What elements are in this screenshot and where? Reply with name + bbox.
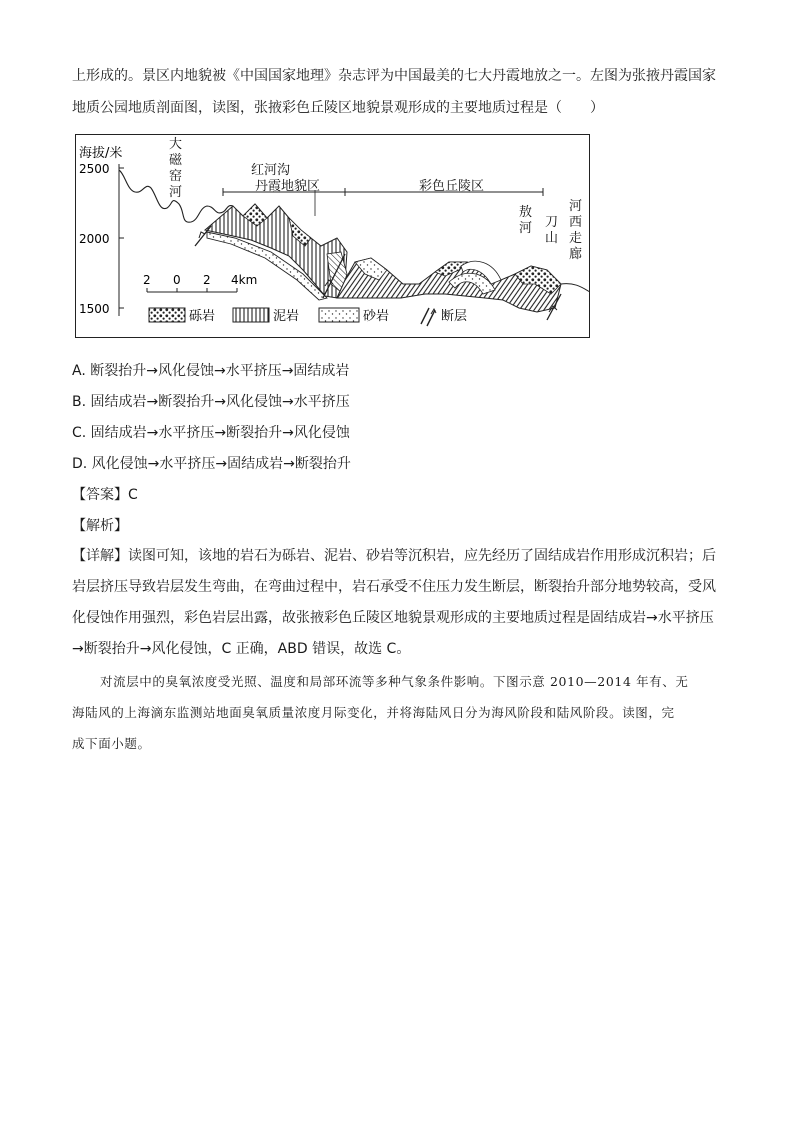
legend-label-gravel: 砾岩 bbox=[189, 309, 216, 324]
legend-label-fault: 断层 bbox=[441, 309, 468, 324]
svg-text:窑: 窑 bbox=[169, 169, 183, 184]
analysis-label: 【解析】 bbox=[72, 518, 128, 534]
place-label-aohe: 敖 bbox=[519, 205, 533, 220]
geological-cross-section-figure bbox=[75, 134, 590, 338]
detail-line-1: 【详解】读图可知，该地的岩石为砾岩、泥岩、砂岩等沉积岩，应先经历了固结成岩作用形成沉积岩；后 bbox=[72, 548, 716, 564]
answer-line bbox=[72, 484, 138, 504]
option-a[interactable]: A. 断裂抬升→风化侵蚀→水平挤压→固结成岩 bbox=[72, 363, 350, 379]
question-stem-line-2: 地质公园地质剖面图，读图，张掖彩色丘陵区地貌景观形成的主要地质过程是（ ） bbox=[72, 100, 604, 116]
y-axis-label: 海拔/米 bbox=[79, 146, 123, 161]
scale-label: 0 bbox=[173, 273, 181, 287]
legend-swatch-sandstone bbox=[319, 308, 359, 322]
svg-text:磁: 磁 bbox=[169, 153, 183, 168]
detail-line-4: →断裂抬升→风化侵蚀，C 正确，ABD 错误，故选 C。 bbox=[72, 641, 411, 657]
place-label-honghegou: 红河沟 bbox=[251, 163, 291, 178]
scale-label: 4km bbox=[231, 273, 258, 287]
legend-swatch-gravel bbox=[149, 308, 185, 322]
answer-value: C bbox=[128, 487, 138, 503]
svg-text:河: 河 bbox=[519, 221, 533, 236]
area-label-caise: 彩色丘陵区 bbox=[419, 179, 485, 194]
svg-text:西: 西 bbox=[569, 215, 583, 230]
option-d[interactable]: D. 风化侵蚀→水平挤压→固结成岩→断裂抬升 bbox=[72, 456, 351, 472]
detail-line-2: 岩层挤压导致岩层发生弯曲，在弯曲过程中，岩石承受不住压力发生断层，断裂抬升部分地势较高，受风 bbox=[72, 579, 716, 595]
area-label-danxia: 丹霞地貌区 bbox=[255, 179, 321, 194]
figure-frame bbox=[76, 135, 590, 338]
next-question-line-1: 对流层中的臭氧浓度受光照、温度和局部环流等多种气象条件影响。下图示意 2010—2014 年有、无 bbox=[100, 674, 689, 689]
legend-swatch-mudstone bbox=[233, 308, 269, 322]
y-tick-label: 1500 bbox=[79, 302, 110, 316]
place-label-daoshan: 刀 bbox=[545, 215, 559, 230]
option-c[interactable]: C. 固结成岩→水平挤压→断裂抬升→风化侵蚀 bbox=[72, 425, 350, 441]
y-tick-label: 2000 bbox=[79, 232, 110, 246]
option-b[interactable]: B. 固结成岩→断裂抬升→风化侵蚀→水平挤压 bbox=[72, 394, 350, 410]
question-stem-line-1: 上形成的。景区内地貌被《中国国家地理》杂志评为中国最美的七大丹霞地放之一。左图为张掖丹霞国家 bbox=[72, 68, 716, 84]
place-label-dacihe: 大 bbox=[169, 137, 183, 152]
scale-label: 2 bbox=[203, 273, 211, 287]
place-label-hexi: 河 bbox=[569, 199, 583, 214]
y-tick-label: 2500 bbox=[79, 162, 110, 176]
legend-label-sandstone: 砂岩 bbox=[363, 309, 390, 324]
svg-text:山: 山 bbox=[545, 231, 559, 246]
next-question-line-3: 成下面小题。 bbox=[72, 736, 151, 751]
svg-text:廊: 廊 bbox=[569, 247, 583, 262]
legend-label-mudstone: 泥岩 bbox=[273, 309, 300, 324]
svg-text:河: 河 bbox=[169, 185, 183, 200]
svg-text:走: 走 bbox=[569, 231, 583, 246]
scale-label: 2 bbox=[143, 273, 151, 287]
next-question-line-2: 海陆风的上海滴东监测站地面臭氧质量浓度月际变化，并将海陆风日分为海风阶段和陆风阶段。读图，完 bbox=[72, 705, 675, 720]
detail-line-3: 化侵蚀作用强烈，彩色岩层出露，故张掖彩色丘陵区地貌景观形成的主要地质过程是固结成岩→水平挤压 bbox=[72, 610, 714, 626]
answer-label: 【答案】 bbox=[72, 487, 128, 503]
